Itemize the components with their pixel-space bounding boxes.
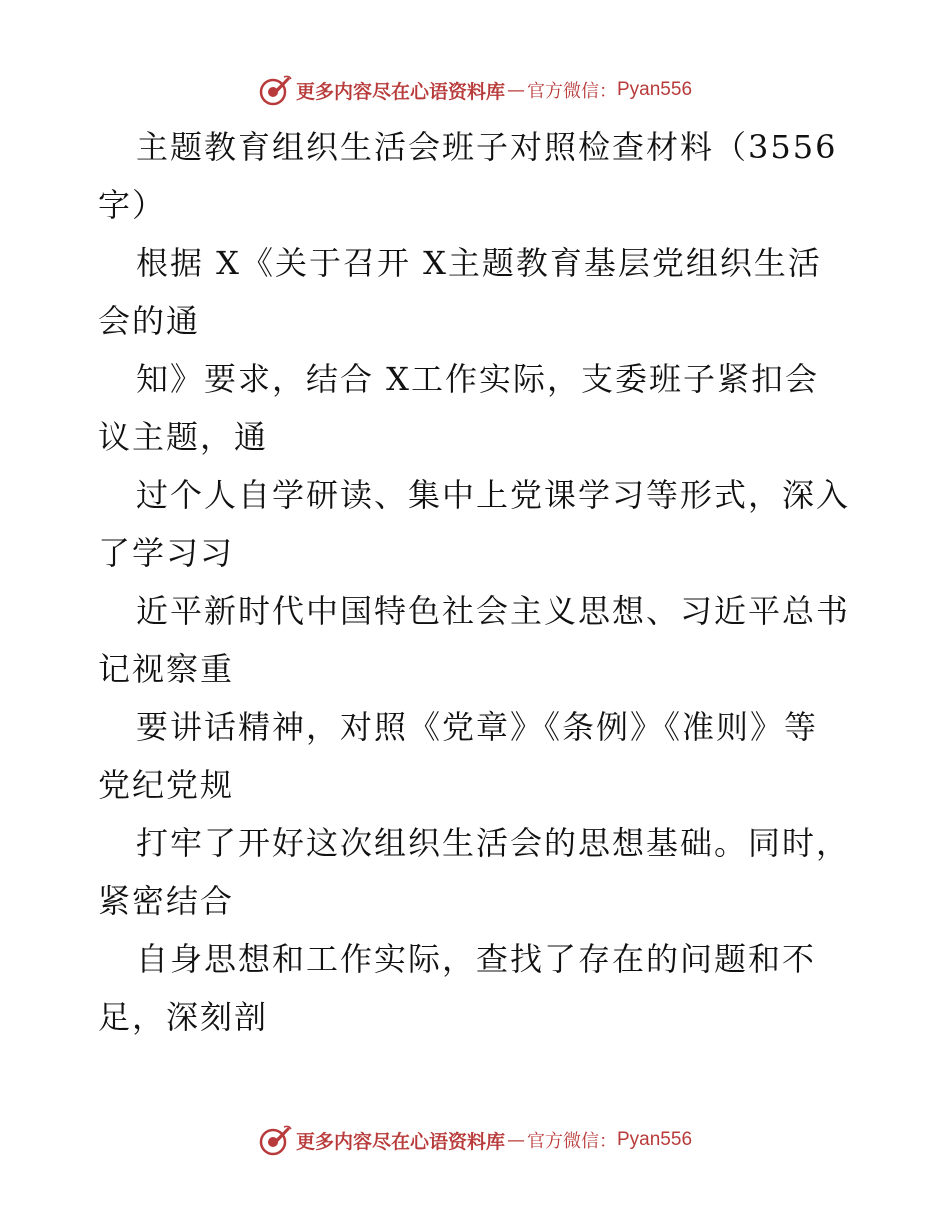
- text-line: 打牢了开好这次组织生活会的思想基础。同时，: [136, 824, 851, 862]
- text-line: 议主题，通: [98, 418, 269, 456]
- footer-watermark: [0, 1120, 950, 1160]
- watermark-dash: —: [507, 1129, 525, 1151]
- text-line: 主题教育组织生活会班子对照检查材料（3556: [136, 128, 838, 166]
- text-line: 足，深刻剖: [98, 998, 269, 1036]
- text-line: 要讲话精神，对照《党章》《条例》《准则》等: [136, 708, 819, 746]
- watermark-wechat-id: Pyan556: [617, 79, 693, 100]
- text-line: 根据 X《关于召开 X主题教育基层党组织生活: [136, 244, 822, 282]
- watermark-site-text: 更多内容尽在心语资料库: [295, 80, 505, 103]
- quill-logo-icon: [258, 1123, 292, 1157]
- text-line: 自身思想和工作实际，查找了存在的问题和不: [136, 940, 817, 978]
- watermark-wechat-id: Pyan556: [617, 1129, 693, 1150]
- watermark-site-text: 更多内容尽在心语资料库: [295, 1130, 505, 1153]
- text-line: 会的通: [98, 302, 201, 340]
- document-body: [98, 118, 858, 1046]
- quill-logo-icon: [258, 73, 292, 107]
- watermark-dash: —: [507, 79, 525, 101]
- text-line: 知》要求，结合 X工作实际，支委班子紧扣会: [136, 360, 819, 398]
- text-line: 字）: [98, 186, 167, 224]
- watermark-wechat-label: 官方微信：: [527, 1131, 617, 1152]
- watermark-wechat-label: 官方微信：: [527, 81, 617, 102]
- text-line: 紧密结合: [98, 882, 235, 920]
- text-line: 过个人自学研读、集中上党课学习等形式，深入: [136, 476, 851, 514]
- text-line: 近平新时代中国特色社会主义思想、习近平总书: [136, 592, 851, 630]
- header-watermark: [0, 70, 950, 110]
- text-line: 党纪党规: [98, 766, 235, 804]
- text-line: 了学习习: [98, 534, 235, 572]
- text-line: 记视察重: [98, 650, 235, 688]
